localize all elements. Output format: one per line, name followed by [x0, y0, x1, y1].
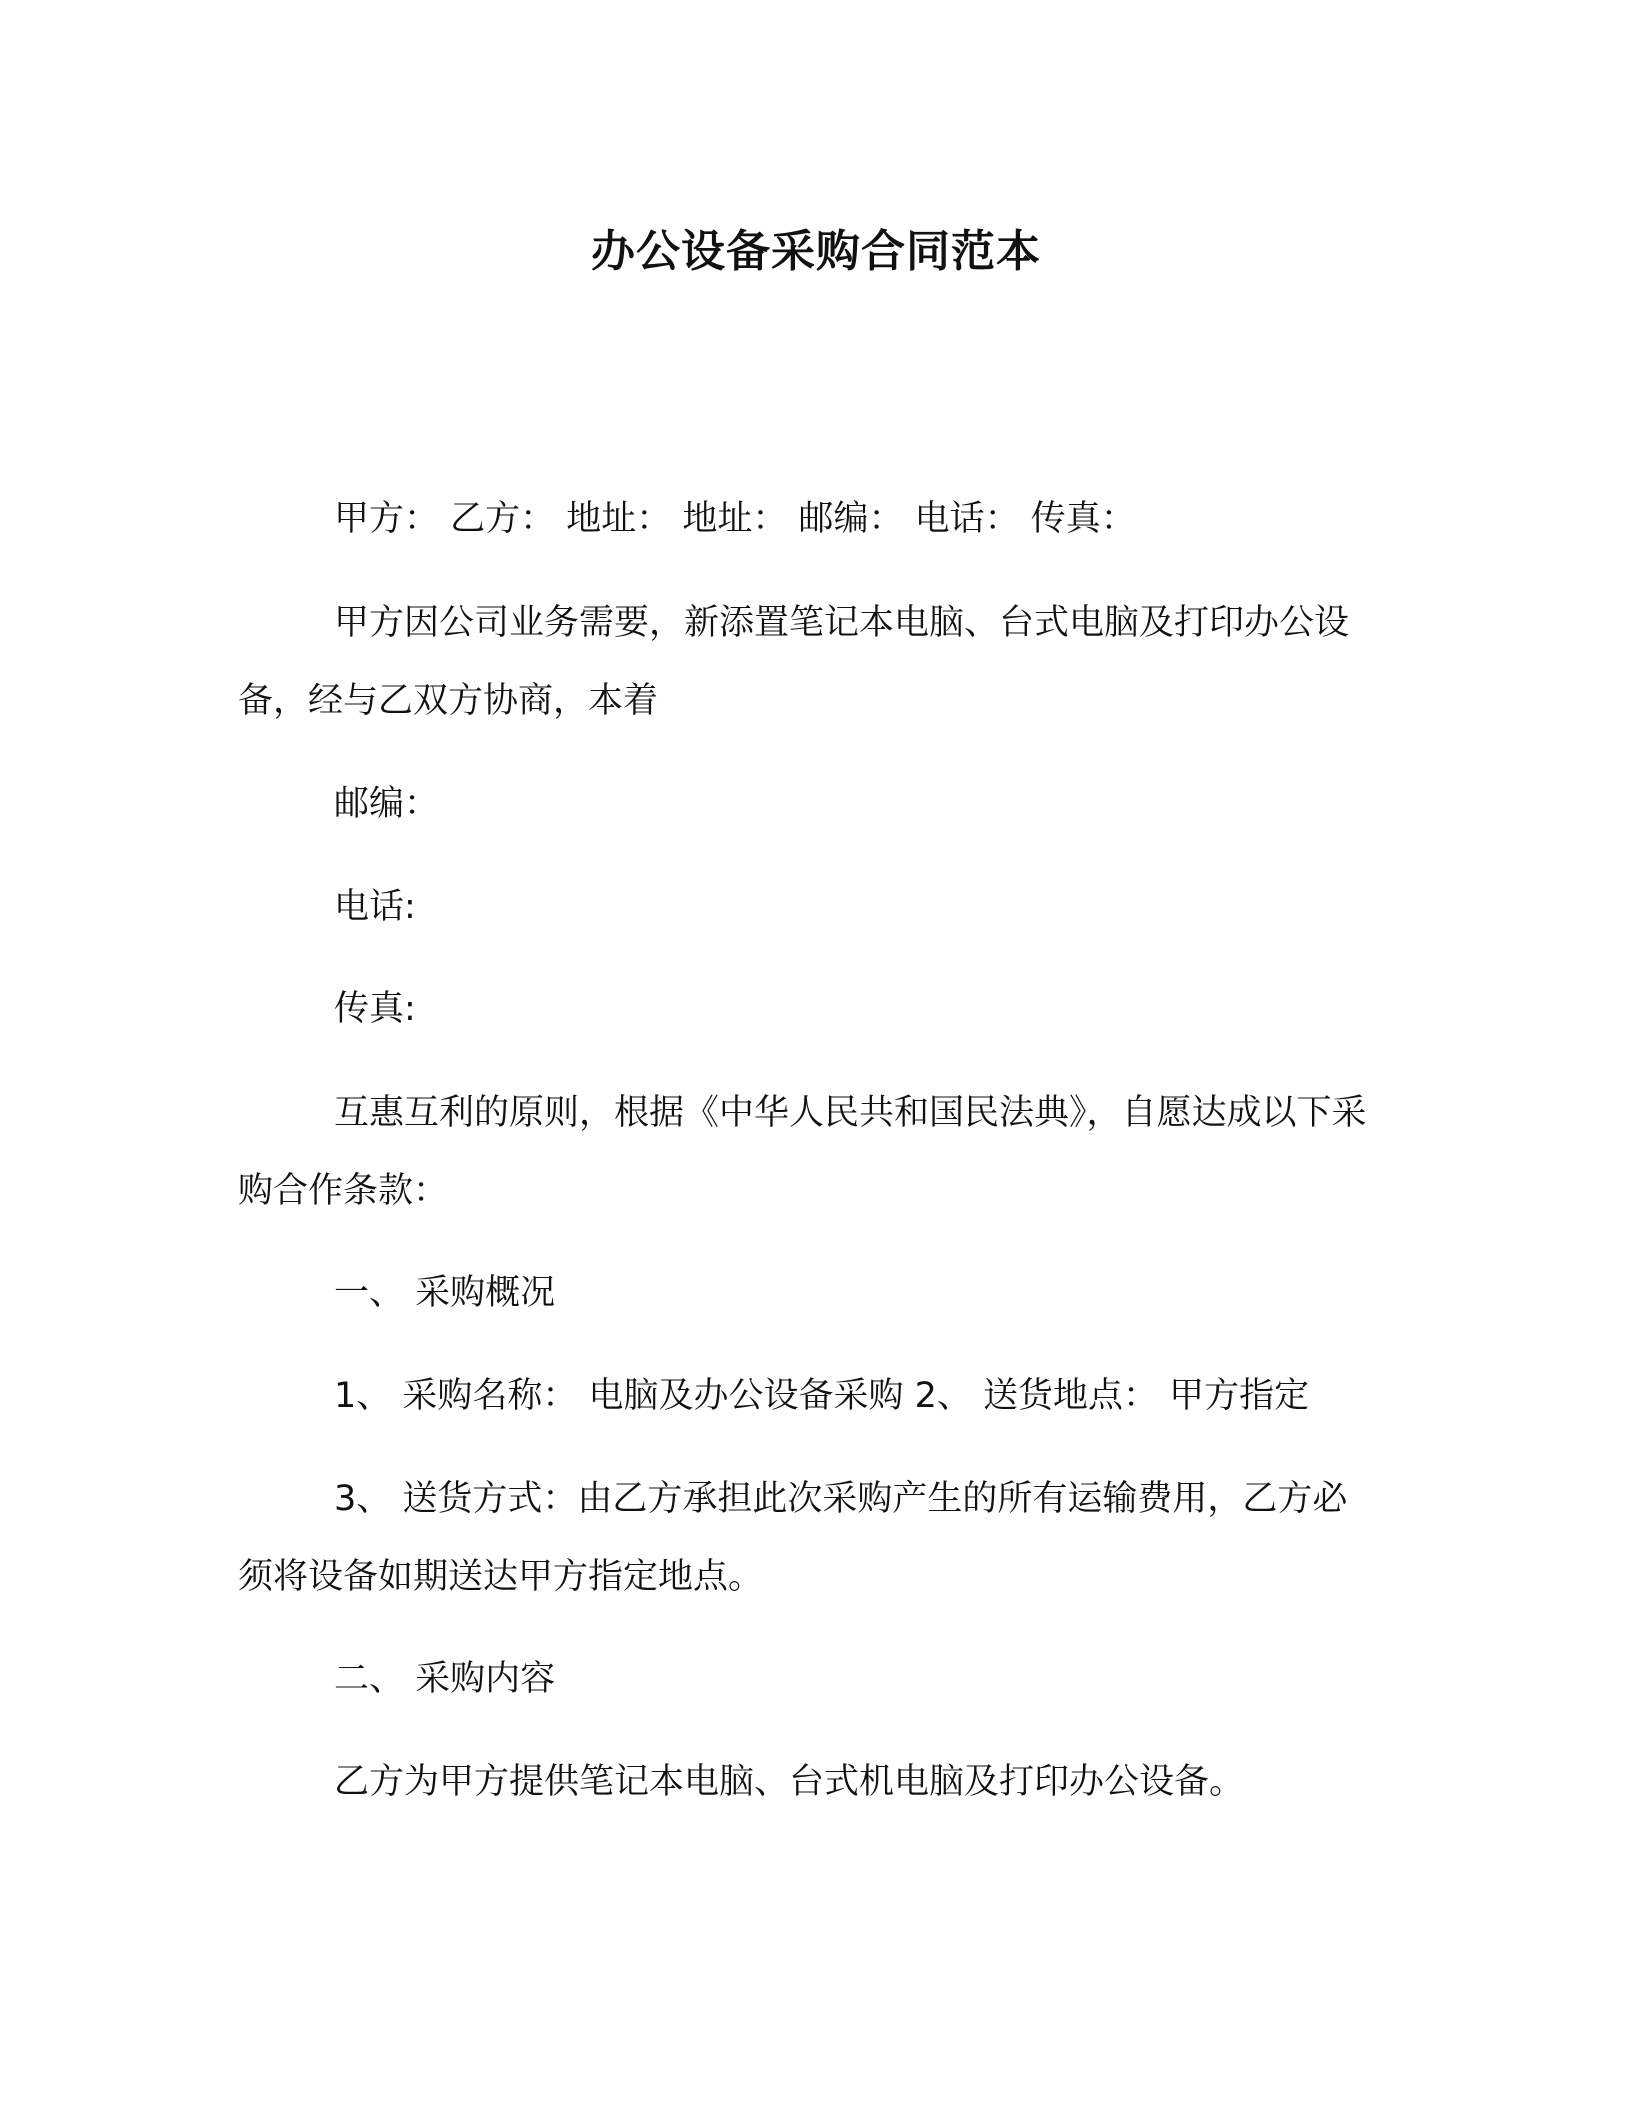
purchase-content-line: 乙方为甲方提供笔记本电脑、台式机电脑及打印办公设备。	[334, 1762, 1245, 1802]
phone-line: 电话:	[334, 887, 416, 927]
section-heading-2: 二、 采购内容	[334, 1659, 556, 1699]
fax-line: 传真:	[334, 989, 416, 1029]
document-title: 办公设备采购合同范本	[591, 226, 1041, 277]
party-info-line: 甲方： 乙方： 地址： 地址： 邮编： 电话： 传真：	[334, 499, 1136, 539]
purchase-name-line: 1、 采购名称： 电脑及办公设备采购 2、 送货地点： 甲方指定	[334, 1376, 1310, 1416]
delivery-method-paragraph: 3、 送货方式：由乙方承担此次采购产生的所有运输费用，乙方必须将设备如期送达甲方指定地点。	[238, 1479, 1348, 1597]
postcode-line: 邮编：	[334, 784, 440, 824]
intro-paragraph: 甲方因公司业务需要，新添置笔记本电脑、台式电脑及打印办公设备，经与乙双方协商，本着	[238, 603, 1350, 721]
section-heading-1: 一、 采购概况	[334, 1273, 556, 1313]
principle-paragraph: 互惠互利的原则，根据《中华人民共和国民法典》，自愿达成以下采购合作条款：	[238, 1093, 1367, 1211]
